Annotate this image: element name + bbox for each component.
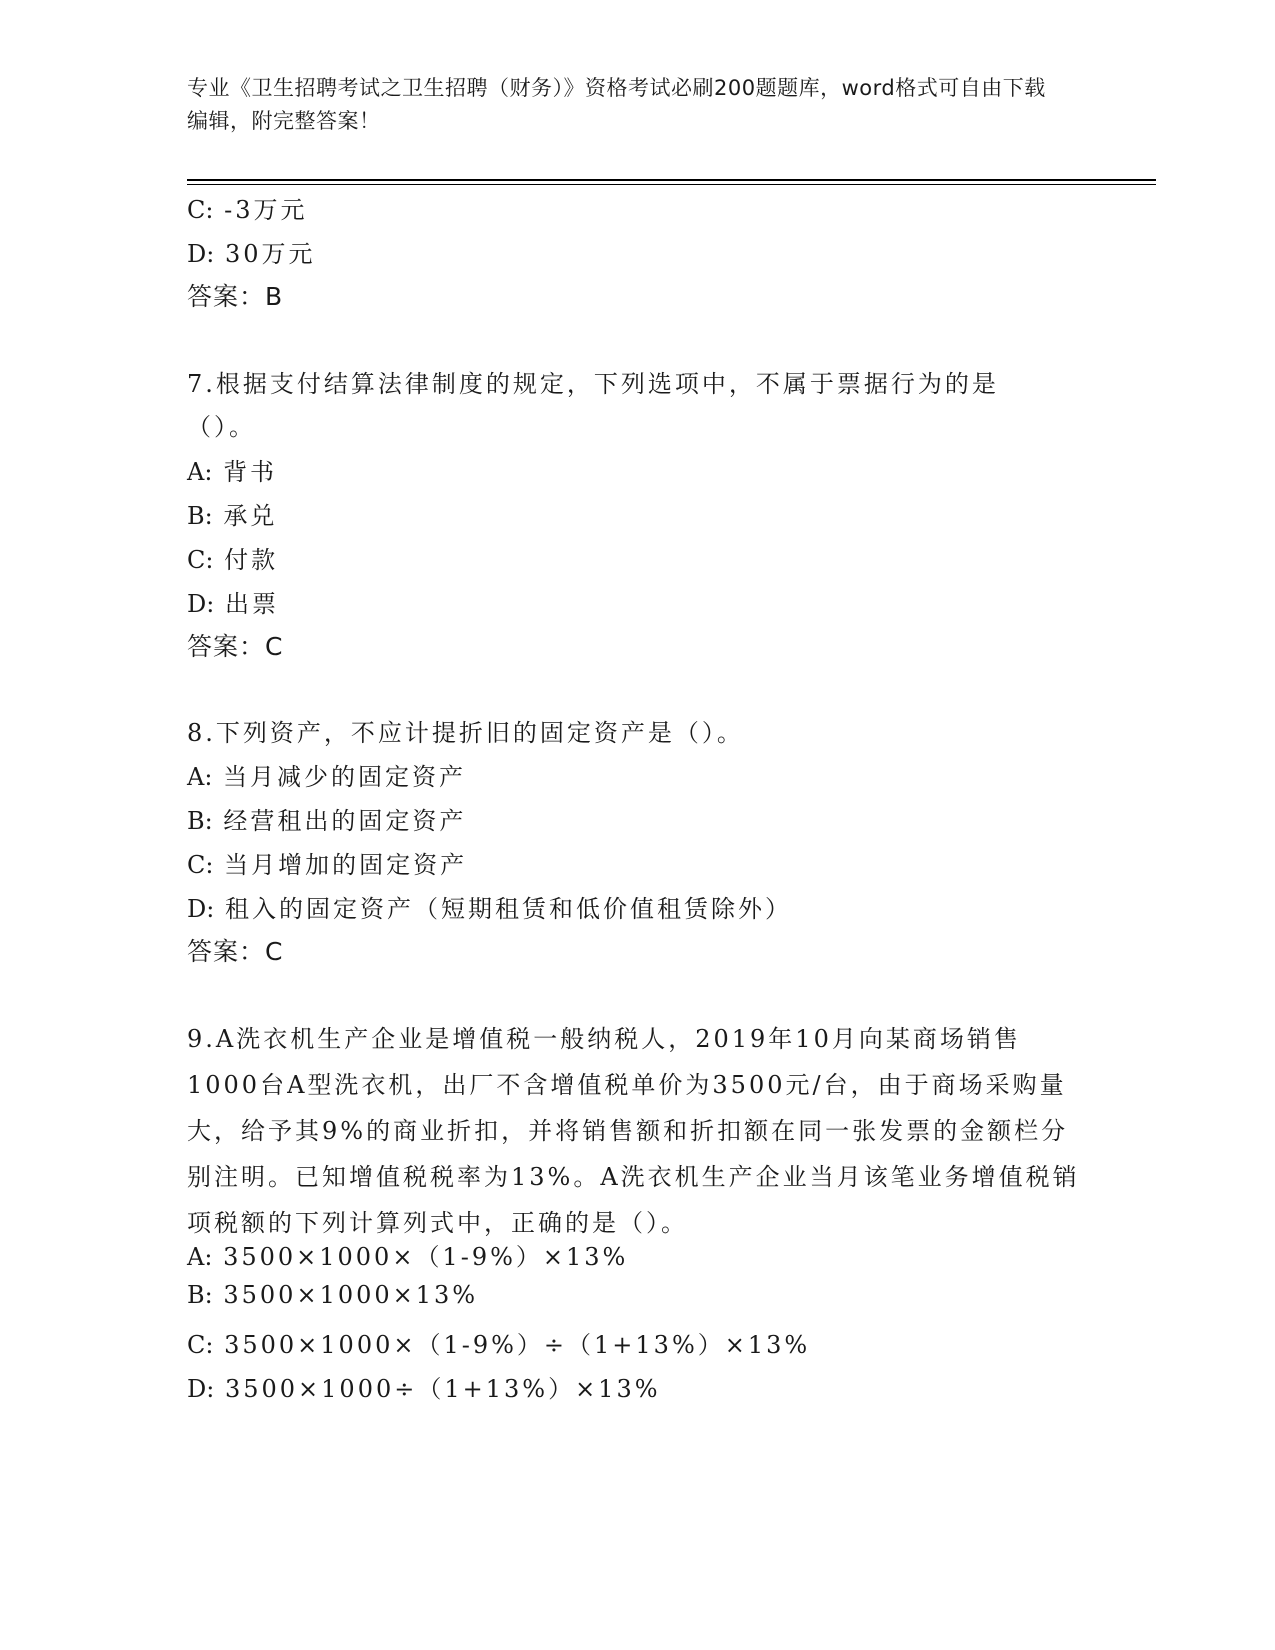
option-key: A: <box>187 763 213 791</box>
option-key: D: <box>187 590 215 618</box>
q9-option-d <box>187 1369 661 1404</box>
header-divider-thick <box>187 179 1156 181</box>
q8-option-b <box>187 801 466 836</box>
option-text: 当月增加的固定资产 <box>224 851 468 879</box>
q9-stem: 9.A洗衣机生产企业是增值税一般纳税人，2019年10月向某商场销售1000台A型洗衣机，出厂不含增值税单价为3500元/台，由于商场采购量大，给予其9%的商业折扣，并将销售额和折扣额在同一张发票的金额栏分别注明。已知增值税税率为13%。A洗衣机生产企业当月该笔业务增值税销项税额的下列计算列式中，正确的是（）。 <box>187 1025 1080 1237</box>
q7-option-c <box>187 540 278 575</box>
q7-stem-line2: （）。 <box>187 413 256 441</box>
option-key: D: <box>187 1375 215 1403</box>
q7-option-d <box>187 584 279 619</box>
q9-option-b <box>187 1281 478 1309</box>
option-key: B: <box>187 1281 213 1309</box>
option-key: C: <box>187 851 214 879</box>
q6-option-d <box>187 234 316 269</box>
option-key: C: <box>187 1331 214 1359</box>
option-text: 经营租出的固定资产 <box>223 807 467 835</box>
option-key: A: <box>187 458 213 486</box>
option-key: C: <box>187 546 214 574</box>
document-header: 专业《卫生招聘考试之卫生招聘（财务）》资格考试必刷200题题库，word格式可自由下载编辑，附完整答案！ <box>187 76 1046 133</box>
option-text: 出票 <box>224 590 279 618</box>
q8-option-a <box>187 757 466 792</box>
q7-option-a <box>187 452 277 487</box>
option-key: D: <box>187 895 215 923</box>
option-text: -3万元 <box>224 196 308 224</box>
option-key: B: <box>187 807 213 835</box>
q8-option-d <box>187 889 792 924</box>
option-key: A: <box>187 1243 213 1271</box>
q9-option-a <box>187 1237 628 1272</box>
q8-stem: 8.下列资产，不应计提折旧的固定资产是（）。 <box>187 719 744 747</box>
option-text: 30万元 <box>224 240 316 268</box>
q7-option-b <box>187 496 277 531</box>
option-text: 3500×1000×（1-9%）÷（1+13%）×13% <box>224 1331 811 1359</box>
q6-option-c <box>187 190 307 225</box>
option-text: 承兑 <box>223 502 278 530</box>
q8-option-c <box>187 845 467 880</box>
q9-option-c <box>187 1325 810 1360</box>
option-text: 付款 <box>224 546 279 574</box>
header-divider-thin <box>187 184 1156 185</box>
option-text: 3500×1000×（1-9%）×13% <box>223 1243 629 1271</box>
option-key: D: <box>187 240 215 268</box>
option-text: 3500×1000÷（1+13%）×13% <box>224 1375 661 1403</box>
q7-stem-line1: 7.根据支付结算法律制度的规定，下列选项中，不属于票据行为的是 <box>187 370 999 398</box>
option-key: C: <box>187 196 214 224</box>
q6-answer: 答案：B <box>187 282 284 311</box>
option-text: 租入的固定资产（短期租赁和低价值租赁除外） <box>224 895 792 923</box>
option-text: 背书 <box>223 458 278 486</box>
option-text: 当月减少的固定资产 <box>223 763 467 791</box>
q7-answer: 答案：C <box>187 632 284 661</box>
option-text: 3500×1000×13% <box>223 1281 479 1309</box>
q8-answer: 答案：C <box>187 937 284 966</box>
option-key: B: <box>187 502 213 530</box>
